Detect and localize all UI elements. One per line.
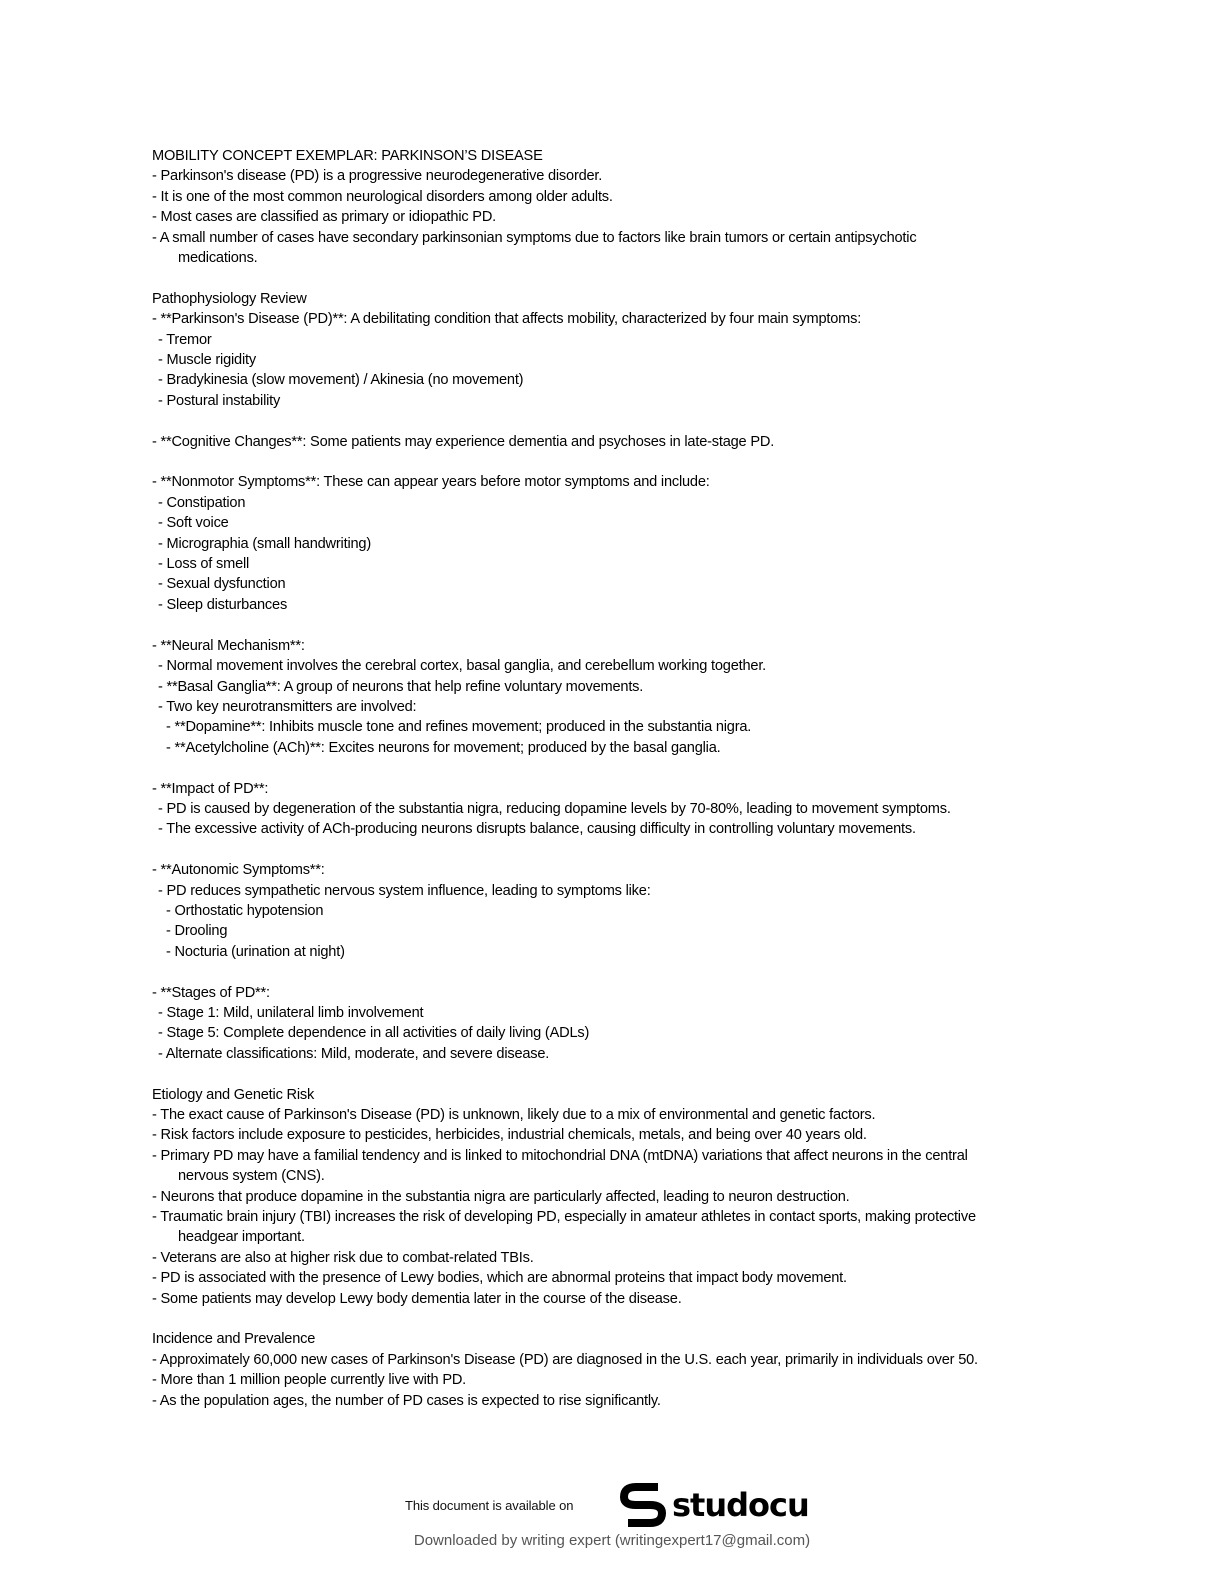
list-item: - PD is caused by degeneration of the substantia nigra, reducing dopamine levels by 70-80%, leading to movement symptoms. [158, 800, 951, 817]
list-item: - Alternate classifications: Mild, moderate, and severe disease. [158, 1045, 550, 1062]
list-item: - Sexual dysfunction [158, 576, 286, 593]
studocu-logo-link[interactable] [620, 1483, 809, 1527]
spacer [152, 1309, 1072, 1329]
list-item: - Bradykinesia (slow movement) / Akinesia (no movement) [158, 372, 524, 389]
list-item: - Traumatic brain injury (TBI) increases the risk of developing PD, especially in amateur athletes in contact sports, making protective [152, 1209, 976, 1225]
section-heading: Incidence and Prevalence [152, 1331, 316, 1348]
impact-heading: - **Impact of PD**: [152, 780, 269, 797]
spacer [152, 452, 1072, 472]
spacer [152, 615, 1072, 635]
document-title: MOBILITY CONCEPT EXEMPLAR: PARKINSON’S DISEASE [152, 148, 543, 164]
list-item: - PD reduces sympathetic nervous system influence, leading to symptoms like: [158, 882, 651, 899]
list-item: - Muscle rigidity [158, 352, 256, 369]
spacer [152, 758, 1072, 778]
list-item: - Approximately 60,000 new cases of Parkinson's Disease (PD) are diagnosed in the U.S. each year, primarily in individuals over 50. [152, 1351, 978, 1368]
cognitive-changes: - **Cognitive Changes**: Some patients may experience dementia and psychoses in late-stage PD. [152, 433, 775, 450]
list-item: - Primary PD may have a familial tendency and is linked to mitochondrial DNA (mtDNA) variations that affect neurons in the central [152, 1147, 968, 1164]
spacer [152, 840, 1072, 860]
list-subitem: - Nocturia (urination at night) [166, 943, 345, 960]
studocu-logo-icon [620, 1483, 666, 1527]
list-item: - Some patients may develop Lewy body dementia later in the course of the disease. [152, 1290, 682, 1307]
autonomic-heading: - **Autonomic Symptoms**: [152, 862, 325, 879]
list-item: - PD is associated with the presence of Lewy bodies, which are abnormal proteins that impact body movement. [152, 1270, 847, 1287]
list-item: - The exact cause of Parkinson's Disease (PD) is unknown, likely due to a mix of environmental and genetic factors. [152, 1106, 876, 1123]
spacer [152, 962, 1072, 982]
list-item: - Risk factors include exposure to pesticides, herbicides, industrial chemicals, metals, and being over 40 years old. [152, 1127, 867, 1144]
studocu-footer [0, 1474, 1224, 1584]
list-item: - Veterans are also at higher risk due to combat-related TBIs. [152, 1249, 534, 1266]
list-subitem: - Orthostatic hypotension [166, 902, 324, 919]
list-item: - Micrographia (small handwriting) [158, 535, 371, 552]
spacer [152, 1064, 1072, 1084]
list-item: - Tremor [158, 331, 212, 348]
spacer [152, 411, 1072, 431]
pd-definition: - **Parkinson's Disease (PD)**: A debilitating condition that affects mobility, characterized by four main symptoms: [152, 311, 862, 328]
list-item: - Constipation [158, 494, 246, 511]
section-heading: Etiology and Genetic Risk [152, 1086, 315, 1103]
neural-heading: - **Neural Mechanism**: [152, 637, 305, 654]
list-item: - As the population ages, the number of PD cases is expected to rise significantly. [152, 1392, 661, 1409]
list-item: - The excessive activity of ACh-producing neurons disrupts balance, causing difficulty in controlling voluntary movements. [158, 821, 916, 838]
studocu-logo-text: studocu [672, 1486, 809, 1524]
download-attribution: Downloaded by writing expert (writingexpert17@gmail.com) [413, 1532, 811, 1549]
list-item: - Normal movement involves the cerebral cortex, basal ganglia, and cerebellum working together. [158, 658, 767, 675]
list-subitem: - **Dopamine**: Inhibits muscle tone and refines movement; produced in the substantia nigra. [166, 719, 752, 736]
list-item: - Sleep disturbances [158, 596, 288, 613]
stages-heading: - **Stages of PD**: [152, 984, 270, 1001]
list-item-continuation: nervous system (CNS). [178, 1168, 325, 1185]
list-subitem: - **Acetylcholine (ACh)**: Excites neurons for movement; produced by the basal ganglia. [166, 739, 721, 756]
list-item: - Neurons that produce dopamine in the substantia nigra are particularly affected, leading to neuron destruction. [152, 1188, 850, 1205]
intro-line: - Most cases are classified as primary or idiopathic PD. [152, 209, 497, 226]
intro-line-continuation: medications. [178, 250, 258, 267]
list-item: - **Basal Ganglia**: A group of neurons that help refine voluntary movements. [158, 678, 644, 695]
list-item: - Stage 5: Complete dependence in all activities of daily living (ADLs) [158, 1025, 590, 1042]
nonmotor-intro: - **Nonmotor Symptoms**: These can appear years before motor symptoms and include: [152, 474, 710, 491]
document-body [152, 146, 1072, 1411]
list-item: - More than 1 million people currently live with PD. [152, 1372, 467, 1389]
list-subitem: - Drooling [166, 923, 228, 940]
list-item: - Soft voice [158, 515, 229, 532]
list-item: - Stage 1: Mild, unilateral limb involvement [158, 1004, 424, 1021]
intro-line: - It is one of the most common neurological disorders among older adults. [152, 188, 613, 205]
spacer [152, 268, 1072, 288]
list-item: - Postural instability [158, 392, 281, 409]
intro-line: - A small number of cases have secondary parkinsonian symptoms due to factors like brain tumors or certain antipsychotic [152, 229, 917, 246]
section-heading: Pathophysiology Review [152, 290, 307, 307]
list-item: - Loss of smell [158, 556, 250, 573]
intro-line: - Parkinson's disease (PD) is a progressive neurodegenerative disorder. [152, 168, 603, 185]
available-text: This document is available on [405, 1498, 574, 1513]
list-item: - Two key neurotransmitters are involved: [158, 698, 417, 715]
list-item-continuation: headgear important. [178, 1229, 305, 1246]
